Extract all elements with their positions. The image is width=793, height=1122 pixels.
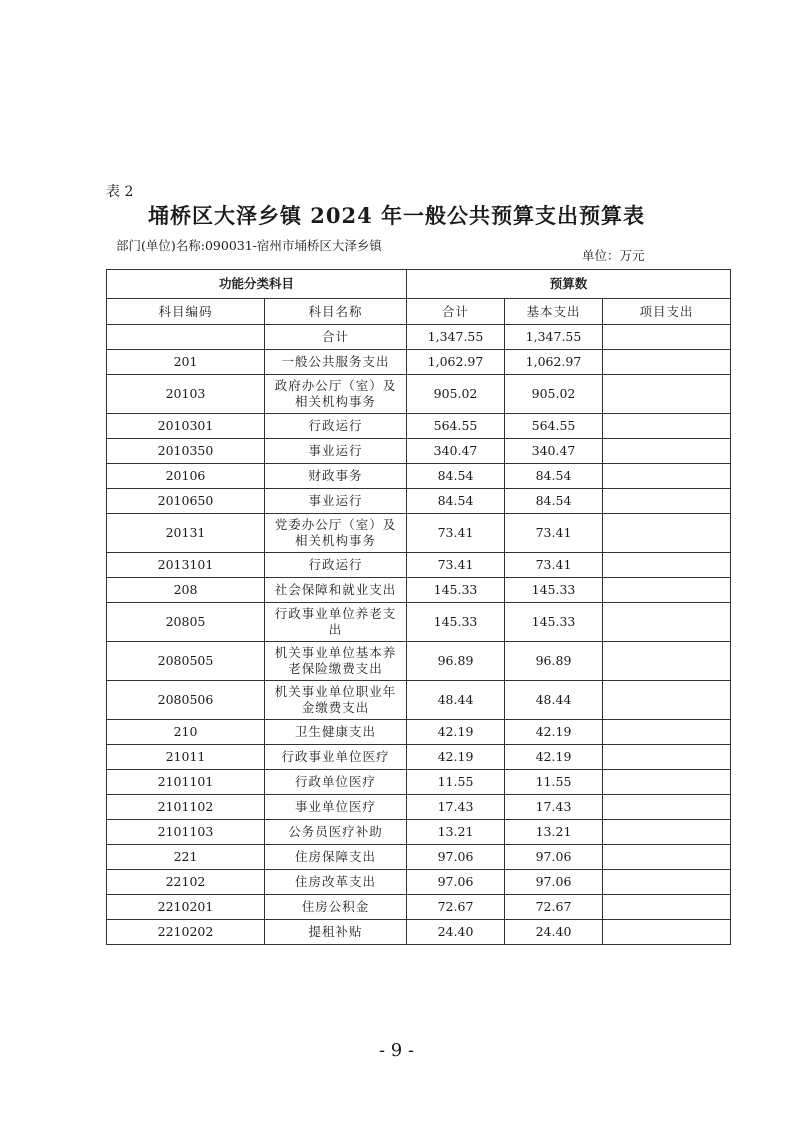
cell-basic: 84.54: [505, 464, 603, 489]
cell-code: 20103: [107, 375, 265, 414]
cell-code: 2101103: [107, 820, 265, 845]
cell-total: 1,347.55: [407, 325, 505, 350]
cell-name: 一般公共服务支出: [265, 350, 407, 375]
table-row: [107, 681, 731, 720]
cell-code: 2010301: [107, 414, 265, 439]
cell-basic: 97.06: [505, 870, 603, 895]
cell-project: [603, 464, 731, 489]
table-label: 表 2: [106, 184, 134, 200]
cell-code: 2210202: [107, 920, 265, 945]
cell-code: 2080506: [107, 681, 265, 720]
cell-code: 20131: [107, 514, 265, 553]
cell-code: 20805: [107, 603, 265, 642]
cell-name: 行政事业单位养老支出: [265, 603, 407, 642]
table-row: [107, 489, 731, 514]
cell-project: [603, 350, 731, 375]
cell-project: [603, 895, 731, 920]
cell-code: 201: [107, 350, 265, 375]
cell-code: 2101102: [107, 795, 265, 820]
cell-name: 公务员医疗补助: [265, 820, 407, 845]
cell-name: 事业运行: [265, 439, 407, 464]
table-row: [107, 439, 731, 464]
column-header-code: 科目编码: [107, 299, 265, 325]
cell-total: 84.54: [407, 489, 505, 514]
cell-total: 145.33: [407, 603, 505, 642]
cell-name: 行政单位医疗: [265, 770, 407, 795]
cell-project: [603, 920, 731, 945]
table-row: [107, 464, 731, 489]
cell-basic: 24.40: [505, 920, 603, 945]
cell-basic: 42.19: [505, 745, 603, 770]
cell-name: 行政运行: [265, 414, 407, 439]
cell-total: 340.47: [407, 439, 505, 464]
cell-project: [603, 795, 731, 820]
cell-project: [603, 553, 731, 578]
cell-code: 20106: [107, 464, 265, 489]
cell-name: 住房保障支出: [265, 845, 407, 870]
cell-project: [603, 770, 731, 795]
group-header-function: 功能分类科目: [107, 270, 407, 299]
cell-total: 905.02: [407, 375, 505, 414]
table-row: [107, 870, 731, 895]
table-row: [107, 820, 731, 845]
table-row: [107, 553, 731, 578]
cell-project: [603, 489, 731, 514]
cell-project: [603, 375, 731, 414]
cell-name: 提租补贴: [265, 920, 407, 945]
cell-total: 84.54: [407, 464, 505, 489]
cell-project: [603, 870, 731, 895]
group-header-budget: 预算数: [407, 270, 731, 299]
column-header-basic: 基本支出: [505, 299, 603, 325]
cell-basic: 17.43: [505, 795, 603, 820]
cell-project: [603, 681, 731, 720]
table-row: [107, 325, 731, 350]
cell-project: [603, 845, 731, 870]
cell-project: [603, 820, 731, 845]
cell-project: [603, 325, 731, 350]
cell-total: 13.21: [407, 820, 505, 845]
page-title: 埇桥区大泽乡镇 2024 年一般公共预算支出预算表: [147, 203, 646, 228]
cell-basic: 48.44: [505, 681, 603, 720]
unit-label: 单位：万元: [582, 248, 645, 263]
cell-code: 2010650: [107, 489, 265, 514]
cell-total: 97.06: [407, 870, 505, 895]
table-row: [107, 514, 731, 553]
cell-basic: 84.54: [505, 489, 603, 514]
cell-basic: 97.06: [505, 845, 603, 870]
cell-total: 48.44: [407, 681, 505, 720]
cell-project: [603, 720, 731, 745]
cell-name: 卫生健康支出: [265, 720, 407, 745]
cell-name: 合计: [265, 325, 407, 350]
cell-total: 24.40: [407, 920, 505, 945]
cell-name: 事业单位医疗: [265, 795, 407, 820]
cell-project: [603, 514, 731, 553]
cell-basic: 1,347.55: [505, 325, 603, 350]
cell-total: 73.41: [407, 514, 505, 553]
cell-total: 564.55: [407, 414, 505, 439]
table-row: [107, 795, 731, 820]
cell-name: 社会保障和就业支出: [265, 578, 407, 603]
department-name: 部门(单位)名称:090031-宿州市埇桥区大泽乡镇: [116, 238, 382, 253]
cell-name: 财政事务: [265, 464, 407, 489]
cell-code: 2013101: [107, 553, 265, 578]
cell-code: 2210201: [107, 895, 265, 920]
cell-total: 42.19: [407, 720, 505, 745]
cell-name: 党委办公厅（室）及相关机构事务: [265, 514, 407, 553]
cell-basic: 340.47: [505, 439, 603, 464]
cell-basic: 73.41: [505, 514, 603, 553]
cell-code: 2101101: [107, 770, 265, 795]
cell-code: 21011: [107, 745, 265, 770]
cell-name: 行政运行: [265, 553, 407, 578]
cell-project: [603, 578, 731, 603]
cell-basic: 42.19: [505, 720, 603, 745]
cell-code: 2010350: [107, 439, 265, 464]
cell-basic: 11.55: [505, 770, 603, 795]
cell-name: 机关事业单位职业年金缴费支出: [265, 681, 407, 720]
table-row: [107, 642, 731, 681]
table-row: [107, 578, 731, 603]
cell-basic: 73.41: [505, 553, 603, 578]
column-header-total: 合计: [407, 299, 505, 325]
cell-code: 208: [107, 578, 265, 603]
cell-basic: 1,062.97: [505, 350, 603, 375]
table-row: [107, 745, 731, 770]
cell-total: 17.43: [407, 795, 505, 820]
cell-basic: 905.02: [505, 375, 603, 414]
cell-basic: 145.33: [505, 603, 603, 642]
cell-basic: 13.21: [505, 820, 603, 845]
table-row: [107, 375, 731, 414]
cell-project: [603, 414, 731, 439]
cell-code: 2080505: [107, 642, 265, 681]
cell-total: 42.19: [407, 745, 505, 770]
cell-code: 22102: [107, 870, 265, 895]
table-row: [107, 720, 731, 745]
table-row: [107, 895, 731, 920]
cell-code: 221: [107, 845, 265, 870]
table-row: [107, 770, 731, 795]
table-row: [107, 845, 731, 870]
table-row: [107, 350, 731, 375]
column-header-name: 科目名称: [265, 299, 407, 325]
cell-total: 1,062.97: [407, 350, 505, 375]
cell-name: 住房公积金: [265, 895, 407, 920]
cell-total: 72.67: [407, 895, 505, 920]
cell-project: [603, 603, 731, 642]
table-row: [107, 920, 731, 945]
cell-basic: 564.55: [505, 414, 603, 439]
cell-basic: 72.67: [505, 895, 603, 920]
cell-total: 73.41: [407, 553, 505, 578]
cell-name: 事业运行: [265, 489, 407, 514]
cell-total: 96.89: [407, 642, 505, 681]
cell-project: [603, 745, 731, 770]
cell-code: [107, 325, 265, 350]
table-row: [107, 414, 731, 439]
cell-total: 145.33: [407, 578, 505, 603]
page-number: - 9 -: [378, 1040, 415, 1061]
cell-name: 机关事业单位基本养老保险缴费支出: [265, 642, 407, 681]
cell-project: [603, 439, 731, 464]
cell-total: 11.55: [407, 770, 505, 795]
cell-name: 政府办公厅（室）及相关机构事务: [265, 375, 407, 414]
cell-total: 97.06: [407, 845, 505, 870]
cell-name: 行政事业单位医疗: [265, 745, 407, 770]
budget-table: [106, 269, 731, 945]
column-header-project: 项目支出: [603, 299, 731, 325]
cell-code: 210: [107, 720, 265, 745]
cell-project: [603, 642, 731, 681]
cell-name: 住房改革支出: [265, 870, 407, 895]
table-body: [107, 325, 731, 945]
table-row: [107, 603, 731, 642]
cell-basic: 145.33: [505, 578, 603, 603]
cell-basic: 96.89: [505, 642, 603, 681]
